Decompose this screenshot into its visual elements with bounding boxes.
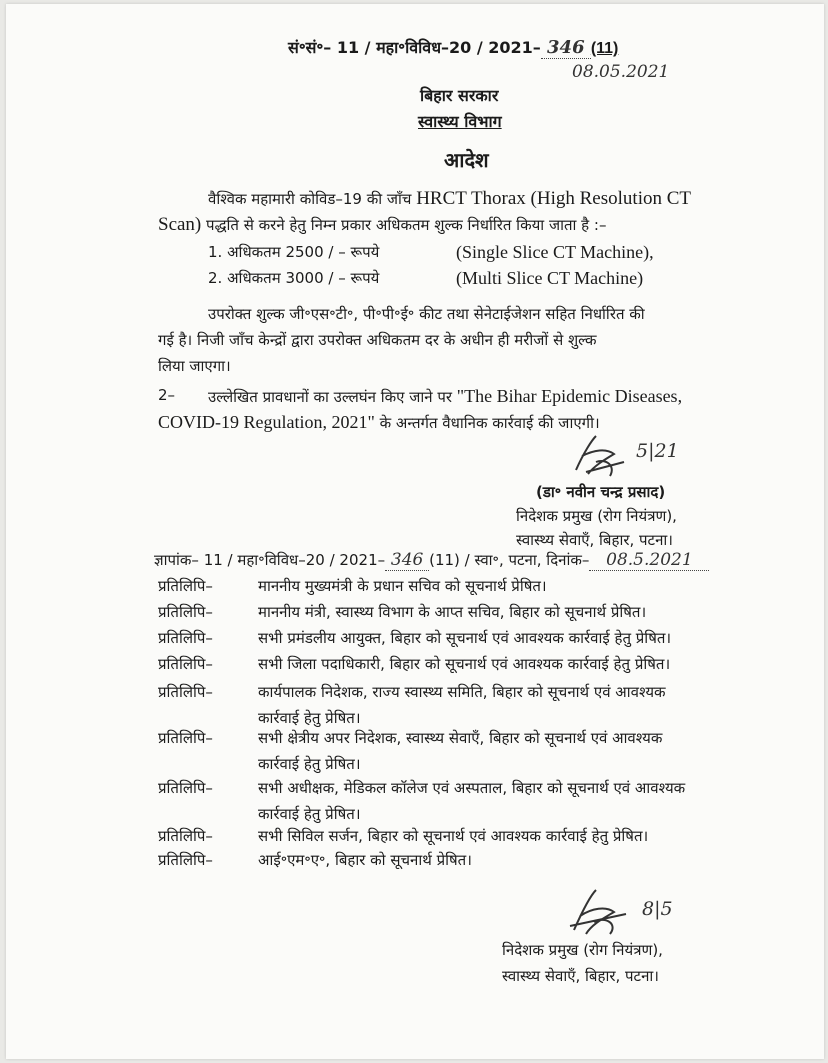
copy-recipient: माननीय मुख्यमंत्री के प्रधान सचिव को सूचनार्थ प्रेषित। — [258, 577, 547, 595]
copy-recipient: माननीय मंत्री, स्वास्थ्य विभाग के आप्त सचिव, बिहार को सूचनार्थ प्रेषित। — [258, 603, 647, 621]
department-title: स्वास्थ्य विभाग — [418, 112, 502, 131]
memo-mid: (11) / स्वा॰, पटना, दिनांक– — [429, 551, 590, 569]
memo-handwritten-number: 346 — [385, 550, 429, 571]
footer-office: स्वास्थ्य सेवाएँ, बिहार, पटना। — [502, 967, 659, 985]
fee-machine: (Multi Slice CT Machine) — [456, 268, 644, 288]
footer-signature-date: 8|5 — [642, 898, 673, 920]
memo-prefix: ज्ञापांक– 11 / महा॰विविध–20 / 2021– — [154, 551, 386, 569]
point2-english: "The Bihar Epidemic Diseases, — [456, 386, 683, 406]
para1-hindi: वैश्विक महामारी कोविड–19 की जाँच — [208, 190, 412, 208]
reference-suffix: (11) — [590, 40, 619, 57]
signatory-designation: निदेशक प्रमुख (रोग नियंत्रण), — [516, 507, 677, 525]
footer-designation: निदेशक प्रमुख (रोग नियंत्रण), — [502, 941, 663, 959]
point2-english-cont: COVID-19 Regulation, 2021" — [158, 412, 375, 432]
memo-handwritten-date: 08.5.2021 — [589, 550, 709, 571]
order-title: आदेश — [444, 148, 489, 172]
copy-recipient-cont: कार्रवाई हेतु प्रेषित। — [258, 805, 361, 823]
copy-label: प्रतिलिपि– — [158, 729, 213, 747]
government-title: बिहार सरकार — [420, 86, 499, 105]
copy-recipient: सभी जिला पदाधिकारी, बिहार को सूचनार्थ एवं आवश्यक कार्रवाई हेतु प्रेषित। — [258, 655, 671, 673]
fee-number: 1. — [208, 243, 223, 261]
point2-hindi-cont: के अन्तर्गत वैधानिक कार्रवाई की जाएगी। — [379, 414, 600, 432]
point-2-number: 2– — [158, 386, 176, 404]
copy-label: प्रतिलिपि– — [158, 655, 213, 673]
reference-number — [288, 36, 618, 59]
copy-label: प्रतिलिपि– — [158, 683, 213, 701]
signatory-office: स्वास्थ्य सेवाएँ, बिहार, पटना। — [516, 531, 673, 549]
fee-amount: अधिकतम 3000 / – रूपये — [227, 269, 380, 287]
copy-label: प्रतिलिपि– — [158, 603, 213, 621]
point-2-line-1 — [208, 386, 682, 407]
paragraph-1-line-1 — [208, 188, 691, 210]
copy-recipient: सभी अधीक्षक, मेडिकल कॉलेज एवं अस्पताल, बिहार को सूचनार्थ एवं आवश्यक — [258, 779, 686, 797]
copy-recipient: आई॰एम॰ए॰, बिहार को सूचनार्थ प्रेषित। — [258, 851, 472, 869]
document-page — [6, 4, 824, 1059]
copy-recipient: सभी क्षेत्रीय अपर निदेशक, स्वास्थ्य सेवाएँ, बिहार को सूचनार्थ एवं आवश्यक — [258, 729, 663, 747]
fee-item — [208, 242, 379, 262]
paragraph-2-line: उपरोक्त शुल्क जी॰एस॰टी॰, पी॰पी॰ई॰ कीट तथा सेनेटाईजेशन सहित निर्धारित की — [208, 305, 645, 323]
copy-label: प्रतिलिपि– — [158, 577, 213, 595]
handwritten-date: 08.05.2021 — [572, 62, 670, 82]
fee-amount: अधिकतम 2500 / – रूपये — [227, 243, 380, 261]
para1-english-cont: Scan) — [158, 214, 202, 235]
paragraph-2-line: लिया जाएगा। — [158, 357, 231, 375]
fee-item — [208, 268, 379, 288]
copy-label: प्रतिलिपि– — [158, 851, 213, 869]
memo-line — [154, 550, 709, 571]
copy-label: प्रतिलिपि– — [158, 827, 213, 845]
fee-number: 2. — [208, 269, 223, 287]
copy-recipient-cont: कार्रवाई हेतु प्रेषित। — [258, 755, 361, 773]
point-2-line-2 — [158, 412, 600, 433]
handwritten-reference-number: 346 — [541, 37, 591, 59]
signatory-name: (डा॰ नवीन चन्द्र प्रसाद) — [536, 483, 666, 501]
copy-label: प्रतिलिपि– — [158, 629, 213, 647]
signature-date: 5|21 — [636, 440, 679, 462]
fee-machine: (Single Slice CT Machine), — [456, 242, 654, 262]
copy-label: प्रतिलिपि– — [158, 779, 213, 797]
copy-recipient: कार्यपालक निदेशक, राज्य स्वास्थ्य समिति, बिहार को सूचनार्थ एवं आवश्यक — [258, 683, 666, 701]
copy-recipient: सभी प्रमंडलीय आयुक्त, बिहार को सूचनार्थ एवं आवश्यक कार्रवाई हेतु प्रेषित। — [258, 629, 672, 647]
copy-recipient-cont: कार्रवाई हेतु प्रेषित। — [258, 709, 361, 727]
reference-prefix: सं॰सं॰– 11 / महा॰विविध–20 / 2021– — [288, 38, 541, 57]
point2-hindi: उल्लेखित प्रावधानों का उल्लघंन किए जाने पर — [208, 388, 452, 406]
copy-recipient: सभी सिविल सर्जन, बिहार को सूचनार्थ एवं आवश्यक कार्रवाई हेतु प्रेषित। — [258, 827, 649, 845]
para1-hindi-cont: पद्धति से करने हेतु निम्न प्रकार अधिकतम शुल्क निर्धारित किया जाता है :– — [206, 216, 607, 234]
para1-english: HRCT Thorax (High Resolution CT — [416, 188, 691, 209]
paragraph-1-line-2 — [158, 214, 606, 236]
paragraph-2-line: गई है। निजी जाँच केन्द्रों द्वारा उपरोक्त अधिकतम दर के अधीन ही मरीजों से शुल्क — [158, 331, 597, 349]
